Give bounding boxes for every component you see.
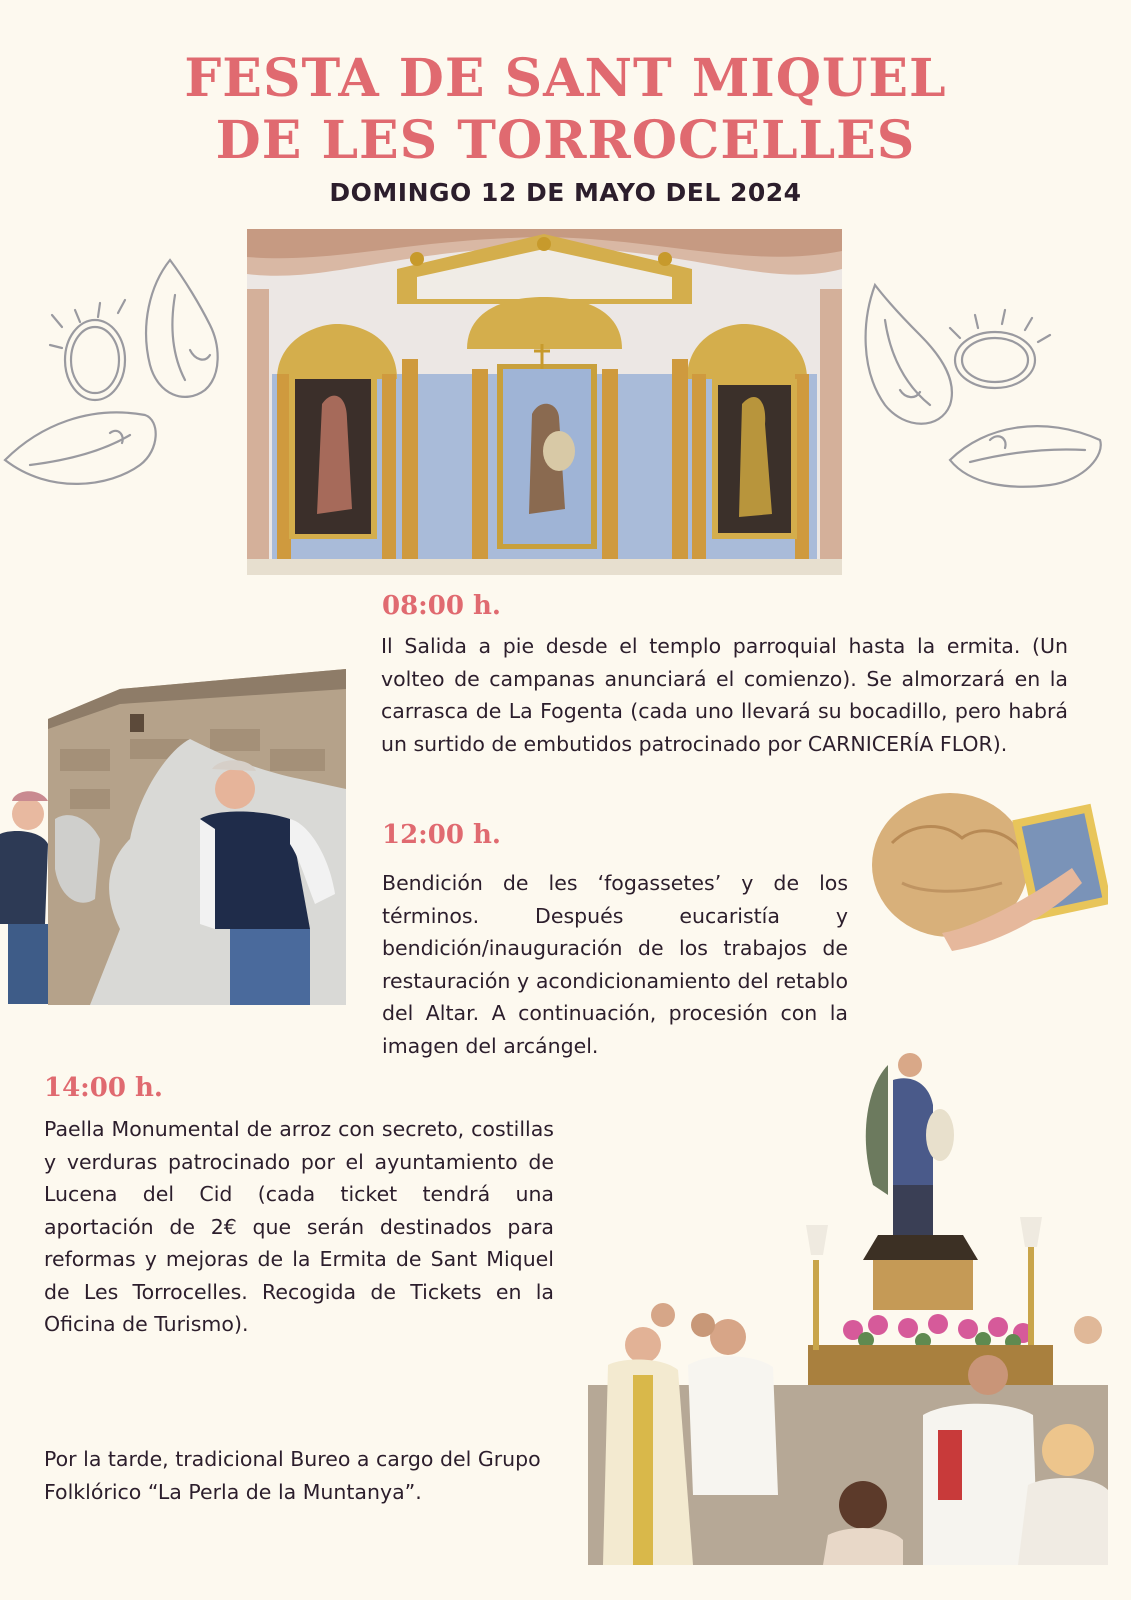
schedule-text-1400: Paella Monumental de arroz con secreto, costillas y verduras patrocinado por el ayuntamiento de Lucena del Cid (cada ticket tendrá una aportación de 2€ que serán destinados para reformas y mejoras de la Ermita de Sant Miquel de Les Torrocelles. Recogida de Tickets en la Oficina de Turismo). — [44, 1117, 554, 1336]
title-line-1: FESTA DE SANT MIQUEL — [184, 48, 947, 109]
title-line-2: DE LES TORROCELLES — [215, 110, 916, 171]
procession-photo — [588, 1045, 1108, 1565]
fogassetes-bread-photo — [872, 783, 1108, 951]
poster-title — [0, 48, 1131, 172]
evening-text: Por la tarde, tradicional Bureo a cargo del Grupo Folklórico “La Perla de la Muntanya”. — [44, 1447, 541, 1504]
altar-retablo-photo — [247, 229, 842, 575]
schedule-time-1200: 12:00 h. — [382, 820, 501, 850]
schedule-text-1200: Bendición de les ‘fogassetes’ y de los términos. Después eucaristía y bendición/inauguración de los trabajos de restauración y acondicionamiento del retablo del Altar. A continuación, procesión con la imagen del arcángel. — [382, 871, 848, 1058]
schedule-text-0800: Il Salida a pie desde el templo parroquial hasta la ermita. (Un volteo de campanas anunciará el comienzo). Se almorzará en la carrasca de La Fogenta (cada uno llevará su bocadillo, pero habrá un surtido de embutidos patrocinado por CARNICERÍA FLOR). — [381, 634, 1068, 756]
schedule-time-1400: 14:00 h. — [44, 1073, 163, 1103]
schedule-time-0800: 08:00 h. — [382, 591, 501, 621]
horses-riders-photo — [0, 669, 346, 1005]
right-angel-wings-icon — [860, 280, 1110, 500]
event-date: DOMINGO 12 DE MAYO DEL 2024 — [329, 178, 802, 207]
left-angel-wings-icon — [0, 255, 230, 505]
